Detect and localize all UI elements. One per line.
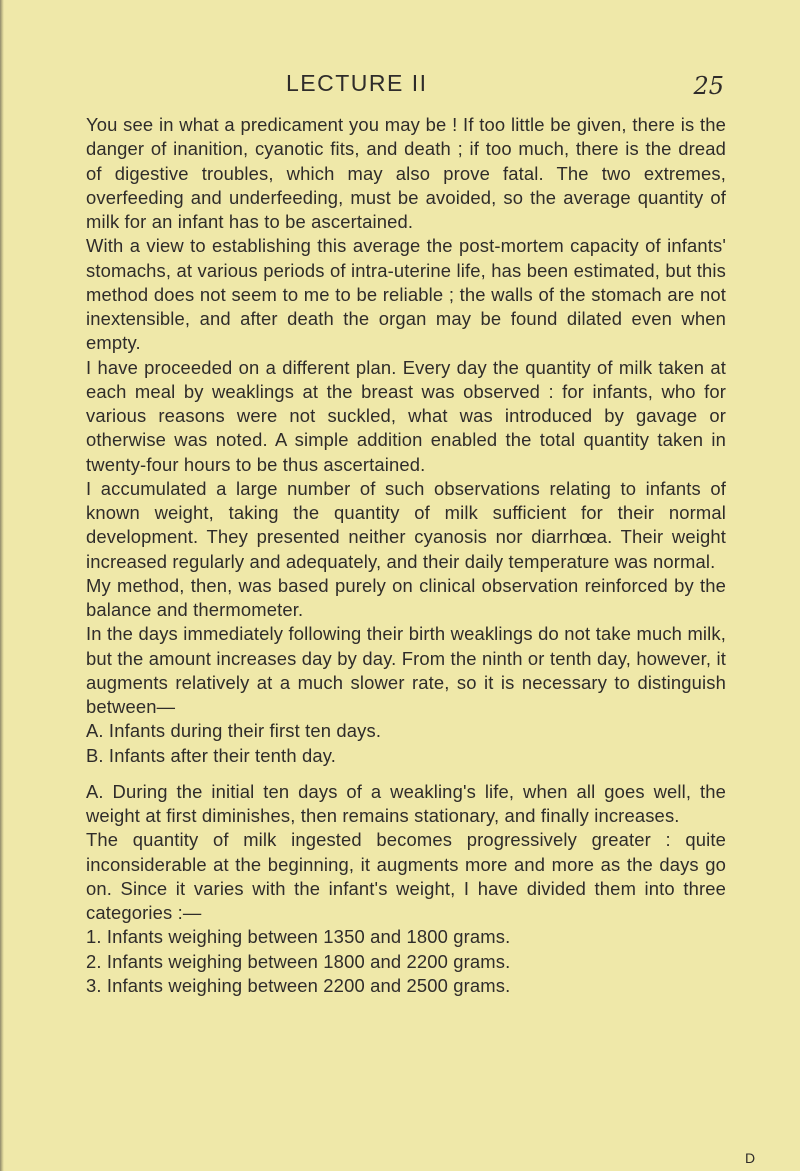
page-header	[86, 70, 726, 106]
paragraph: The quantity of milk ingested becomes progressively greater : quite inconsiderable at the beginning, it augments more and more as the days go on. Since it varies with the infant's weight, I have divided them into three categories :—	[86, 829, 726, 923]
paragraph: You see in what a predicament you may be ! If too little be given, there is the danger of inanition, cyanotic fits, and death ; if too much, there is the dread of digestive troubles, which may also prove fatal. The two extremes, overfeeding and underfeeding, must be avoided, so the average quantity of milk for an infant has to be ascertained.	[86, 114, 726, 232]
paragraph: My method, then, was based purely on clinical observation reinforced by the balance and thermometer.	[86, 574, 726, 620]
list-item: B. Infants after their tenth day.	[86, 744, 336, 766]
running-title: LECTURE II	[286, 70, 428, 96]
page-edge-shadow	[0, 0, 4, 1171]
list-item: 3. Infants weighing between 2200 and 2500 grams.	[86, 974, 511, 996]
paragraph: I have proceeded on a different plan. Every day the quantity of milk taken at each meal by weaklings at the breast was observed : for infants, who for various reasons were not suckled, what was introduced by gavage or otherwise was noted. A simple addition enabled the total quantity taken in twenty-four hours to be thus ascertained.	[86, 356, 726, 475]
list-item: 2. Infants weighing between 1800 and 2200 grams.	[86, 950, 511, 972]
paragraph: With a view to establishing this average the post-mortem capacity of infants' stomachs, at various periods of intra-uterine life, has been estimated, but this method does not seem to me to be reliable ; the walls of the stomach are not inextensible, and after death the organ may be found dilated even when empty.	[86, 235, 726, 354]
body-text	[86, 113, 726, 998]
signature-mark: D	[745, 1150, 756, 1166]
list-item: 1. Infants weighing between 1350 and 1800 grams.	[86, 926, 511, 948]
list-item: A. Infants during their first ten days.	[86, 720, 382, 742]
paragraph: In the days immediately following their birth weaklings do not take much milk, but the amount increases day by day. From the ninth or tenth day, however, it augments relatively at a much slower rate, so it is necessary to distinguish between—	[86, 623, 726, 717]
paragraph: I accumulated a large number of such observations relating to infants of known weight, taking the quantity of milk sufficient for their normal development. They presented neither cyanosis nor diarrhœa. Their weight increased regularly and adequately, and their daily temperature was normal.	[86, 477, 726, 572]
paragraph: A. During the initial ten days of a weakling's life, when all goes well, the weight at first diminishes, then remains stationary, and finally increases.	[86, 780, 726, 826]
page-number: 25	[693, 72, 724, 100]
